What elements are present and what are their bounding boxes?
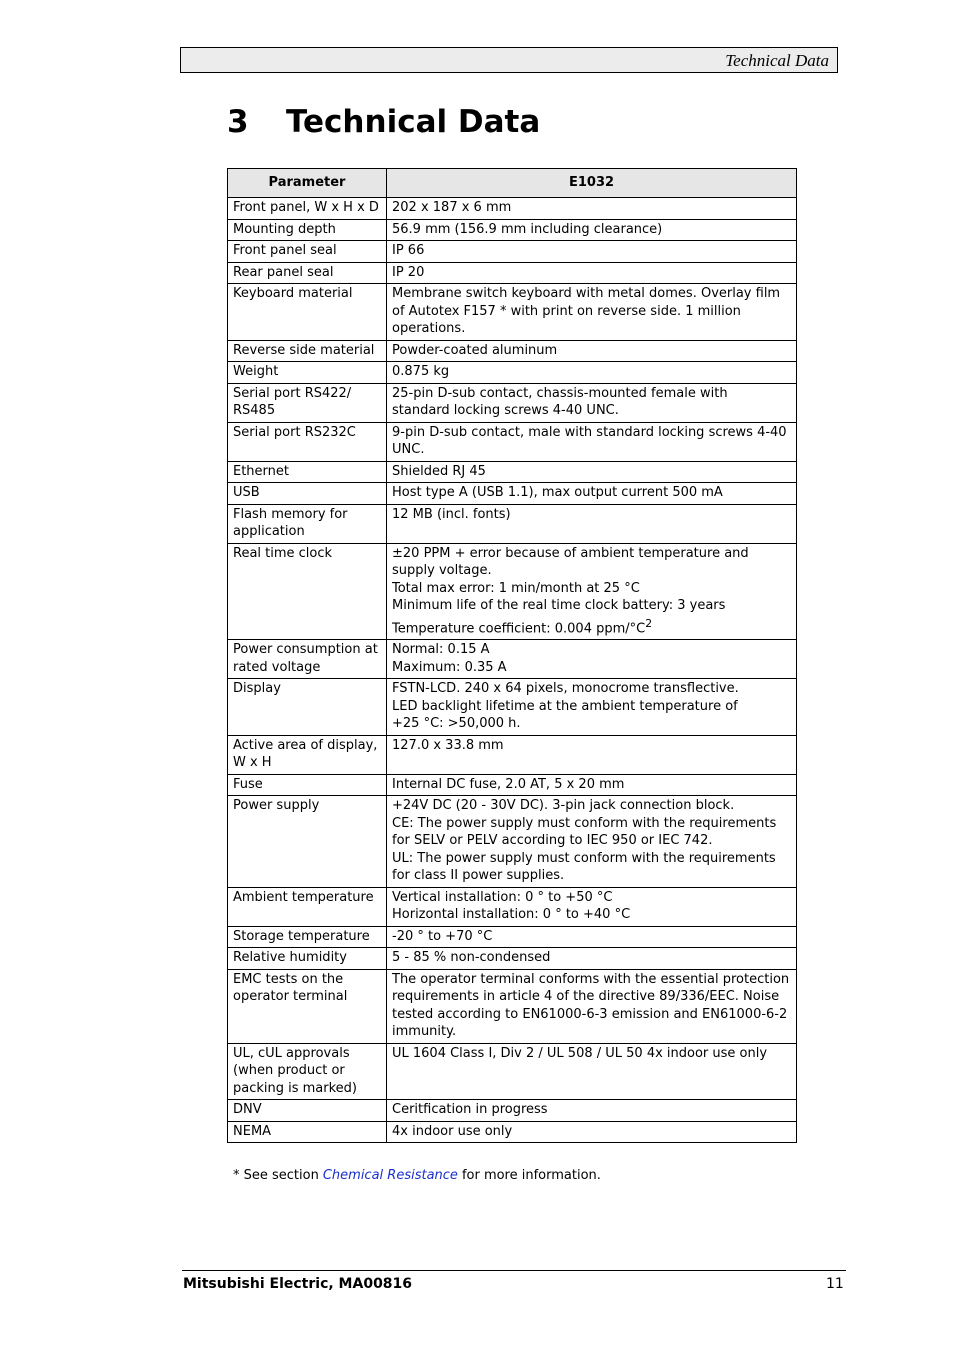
parameter-cell: Active area of display, W x H xyxy=(228,735,387,774)
table-row xyxy=(228,1043,797,1100)
value-cell: IP 20 xyxy=(387,262,797,284)
parameter-cell: Relative humidity xyxy=(228,948,387,970)
table-row xyxy=(228,926,797,948)
parameter-cell: Flash memory for application xyxy=(228,504,387,543)
parameter-cell: EMC tests on the operator terminal xyxy=(228,969,387,1043)
table-row xyxy=(228,1121,797,1143)
table-row xyxy=(228,1100,797,1122)
value-cell: 5 - 85 % non-condensed xyxy=(387,948,797,970)
parameter-cell: Weight xyxy=(228,362,387,384)
value-cell: IP 66 xyxy=(387,241,797,263)
parameter-cell: Ethernet xyxy=(228,461,387,483)
chemical-resistance-link[interactable]: Chemical Resistance xyxy=(322,1168,458,1183)
value-cell: The operator terminal conforms with the essential protection requirements in article 4 of the directive 89/336/EEC. Noise tested according to EN61000-6-3 emission and EN61000-6-2 immunity. xyxy=(387,969,797,1043)
parameter-cell: Reverse side material xyxy=(228,340,387,362)
value-cell: Normal: 0.15 A Maximum: 0.35 A xyxy=(387,640,797,679)
parameter-cell: Storage temperature xyxy=(228,926,387,948)
column-header-model: E1032 xyxy=(387,169,797,198)
table-row xyxy=(228,383,797,422)
value-cell: 9-pin D-sub contact, male with standard locking screws 4-40 UNC. xyxy=(387,422,797,461)
parameter-cell: Real time clock xyxy=(228,543,387,640)
parameter-cell: Rear panel seal xyxy=(228,262,387,284)
parameter-cell: Display xyxy=(228,679,387,736)
footnote-suffix: for more information. xyxy=(461,1168,601,1183)
footnote-prefix: * See section xyxy=(233,1168,319,1183)
value-cell: 25-pin D-sub contact, chassis-mounted female with standard locking screws 4-40 UNC. xyxy=(387,383,797,422)
table-row xyxy=(228,679,797,736)
table-row xyxy=(228,219,797,241)
table-row xyxy=(228,483,797,505)
table-row xyxy=(228,284,797,341)
value-text xyxy=(392,615,791,638)
value-cell: Vertical installation: 0 ° to +50 °C Horizontal installation: 0 ° to +40 °C xyxy=(387,887,797,926)
value-cell: Powder-coated aluminum xyxy=(387,340,797,362)
value-cell: Shielded RJ 45 xyxy=(387,461,797,483)
table-row xyxy=(228,198,797,220)
value-cell: +24V DC (20 - 30V DC). 3-pin jack connection block. CE: The power supply must conform with the requirements for SELV or PELV according to IEC 950 or IEC 742. UL: The power supply must conform with the requirements for class II power supplies. xyxy=(387,796,797,888)
table-row xyxy=(228,969,797,1043)
technical-data-table xyxy=(227,168,797,1143)
parameter-cell: Mounting depth xyxy=(228,219,387,241)
value-cell: 127.0 x 33.8 mm xyxy=(387,735,797,774)
value-cell: Ceritfication in progress xyxy=(387,1100,797,1122)
value-cell: -20 ° to +70 °C xyxy=(387,926,797,948)
column-header-parameter: Parameter xyxy=(228,169,387,198)
parameter-cell: Serial port RS422/ RS485 xyxy=(228,383,387,422)
table-row xyxy=(228,241,797,263)
table-row xyxy=(228,362,797,384)
parameter-cell: USB xyxy=(228,483,387,505)
temperature-coefficient-text: Temperature coefficient: 0.004 ppm/°C xyxy=(392,620,646,636)
value-cell: 202 x 187 x 6 mm xyxy=(387,198,797,220)
table-row xyxy=(228,640,797,679)
parameter-cell: Fuse xyxy=(228,774,387,796)
parameter-cell: Keyboard material xyxy=(228,284,387,341)
footer-divider xyxy=(182,1270,846,1271)
table-row xyxy=(228,948,797,970)
running-header-title: Technical Data xyxy=(725,51,829,70)
value-cell: Membrane switch keyboard with metal domes. Overlay film of Autotex F157 * with print on reverse side. 1 million operations. xyxy=(387,284,797,341)
table-row xyxy=(228,887,797,926)
value-cell: 12 MB (incl. fonts) xyxy=(387,504,797,543)
parameter-cell: Power consumption at rated voltage xyxy=(228,640,387,679)
table-row xyxy=(228,735,797,774)
value-cell: UL 1604 Class I, Div 2 / UL 508 / UL 50 4x indoor use only xyxy=(387,1043,797,1100)
superscript: 2 xyxy=(645,616,653,630)
value-cell: Internal DC fuse, 2.0 AT, 5 x 20 mm xyxy=(387,774,797,796)
table-footnote xyxy=(233,1168,601,1183)
parameter-cell: Ambient temperature xyxy=(228,887,387,926)
table-row xyxy=(228,340,797,362)
value-cell: 0.875 kg xyxy=(387,362,797,384)
value-cell: 4x indoor use only xyxy=(387,1121,797,1143)
parameter-cell: NEMA xyxy=(228,1121,387,1143)
table-row xyxy=(228,504,797,543)
parameter-cell: DNV xyxy=(228,1100,387,1122)
page-number: 11 xyxy=(826,1276,844,1292)
parameter-cell: Serial port RS232C xyxy=(228,422,387,461)
value-cell xyxy=(387,543,797,640)
table-row xyxy=(228,262,797,284)
value-text: ±20 PPM + error because of ambient temperature and supply voltage. Total max error: 1 min/month at 25 °C Minimum life of the real time clock battery: 3 years xyxy=(392,545,749,613)
parameter-cell: Power supply xyxy=(228,796,387,888)
value-cell: Host type A (USB 1.1), max output current 500 mA xyxy=(387,483,797,505)
running-header xyxy=(180,47,838,73)
table-row xyxy=(228,422,797,461)
table-row xyxy=(228,774,797,796)
chapter-title: Technical Data xyxy=(286,104,541,140)
table-row xyxy=(228,461,797,483)
chapter-number: 3 xyxy=(227,104,249,140)
parameter-cell: Front panel seal xyxy=(228,241,387,263)
table-header-row xyxy=(228,169,797,198)
chapter-heading xyxy=(227,104,540,140)
table-row xyxy=(228,796,797,888)
value-cell: 56.9 mm (156.9 mm including clearance) xyxy=(387,219,797,241)
value-cell: FSTN-LCD. 240 x 64 pixels, monocrome transflective. LED backlight lifetime at the ambient temperature of +25 °C: >50,000 h. xyxy=(387,679,797,736)
parameter-cell: UL, cUL approvals (when product or packing is marked) xyxy=(228,1043,387,1100)
parameter-cell: Front panel, W x H x D xyxy=(228,198,387,220)
table-row xyxy=(228,543,797,640)
footer-document-id: Mitsubishi Electric, MA00816 xyxy=(183,1276,413,1292)
